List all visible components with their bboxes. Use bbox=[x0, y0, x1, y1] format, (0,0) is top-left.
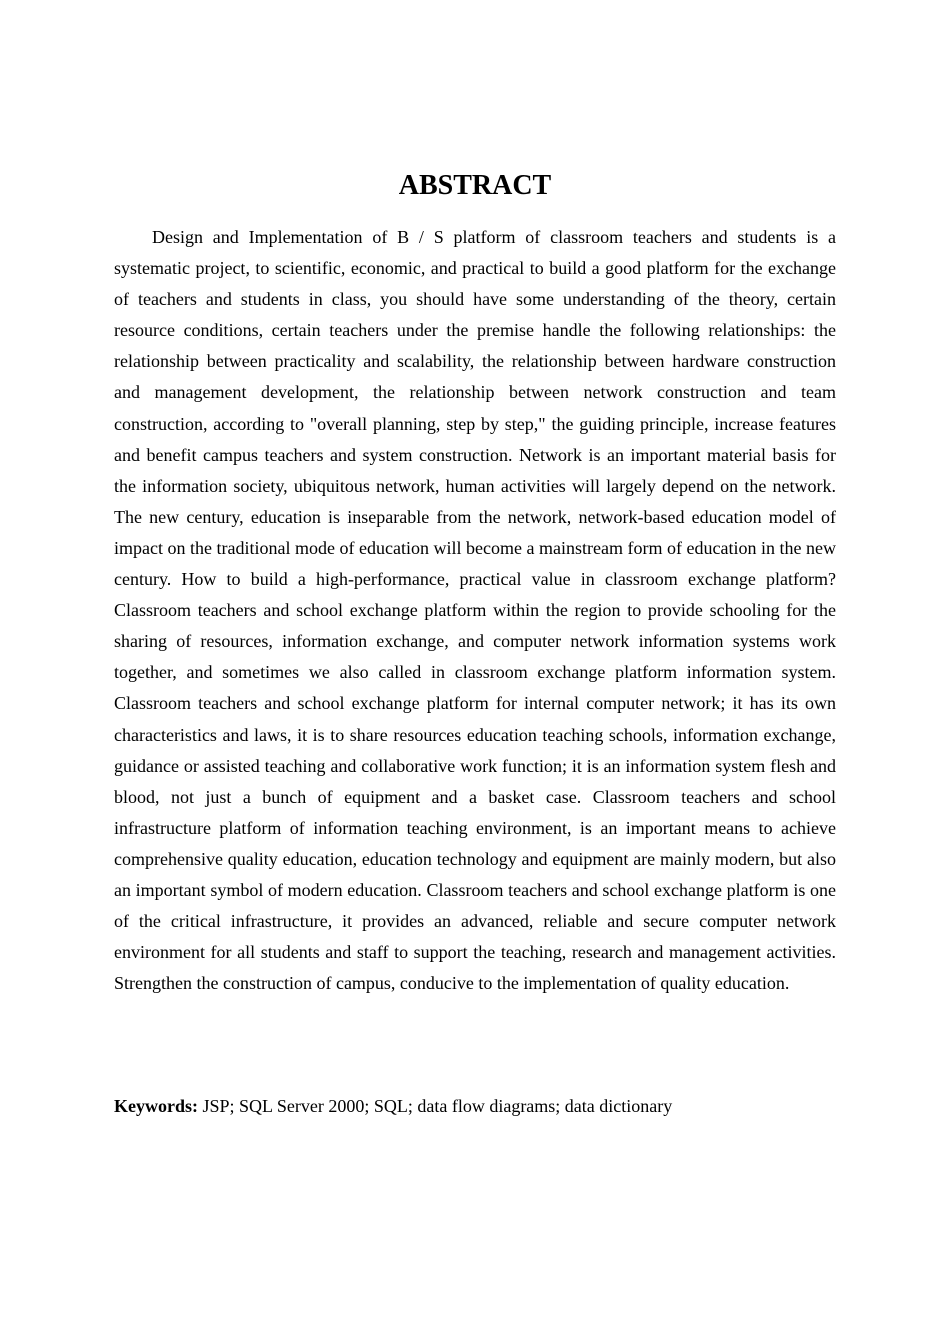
abstract-paragraph: Design and Implementation of B / S platform of classroom teachers and students is a systematic project, to scientific, economic, and practical to build a good platform for the exchange of teachers and students in class, you should have some understanding of the theory, certain resource conditions, certain teachers under the premise handle the following relationships: the relationship between practicality and scalability, the relationship between hardware construction and management development, the relationship between network construction and team construction, according to "overall planning, step by step," the guiding principle, increase features and benefit campus teachers and system construction. Network is an important material basis for the information society, ubiquitous network, human activities will largely depend on the network. The new century, education is inseparable from the network, network-based education model of impact on the traditional mode of education will become a mainstream form of education in the new century. How to build a high-performance, practical value in classroom exchange platform? Classroom teachers and school exchange platform within the region to provide schooling for the sharing of resources, information exchange, and computer network information systems work together, and sometimes we also called in classroom exchange platform information system. Classroom teachers and school exchange platform for internal computer network; it has its own characteristics and laws, it is to share resources education teaching schools, information exchange, guidance or assisted teaching and collaborative work function; it is an information system flesh and blood, not just a bunch of equipment and a basket case. Classroom teachers and school infrastructure platform of information teaching environment, is an important means to achieve comprehensive quality education, education technology and equipment are mainly modern, but also an important symbol of modern education. Classroom teachers and school exchange platform is one of the critical infrastructure, it provides an advanced, reliable and secure computer network environment for all students and staff to support the teaching, research and management activities. Strengthen the construction of campus, conducive to the implementation of quality education. bbox=[114, 227, 836, 994]
page-title: ABSTRACT bbox=[398, 170, 552, 201]
keywords-value: JSP; SQL Server 2000; SQL; data flow diagrams; data dictionary bbox=[198, 1096, 673, 1116]
keywords-line bbox=[114, 1091, 836, 1122]
keywords-label: Keywords: bbox=[114, 1096, 198, 1116]
